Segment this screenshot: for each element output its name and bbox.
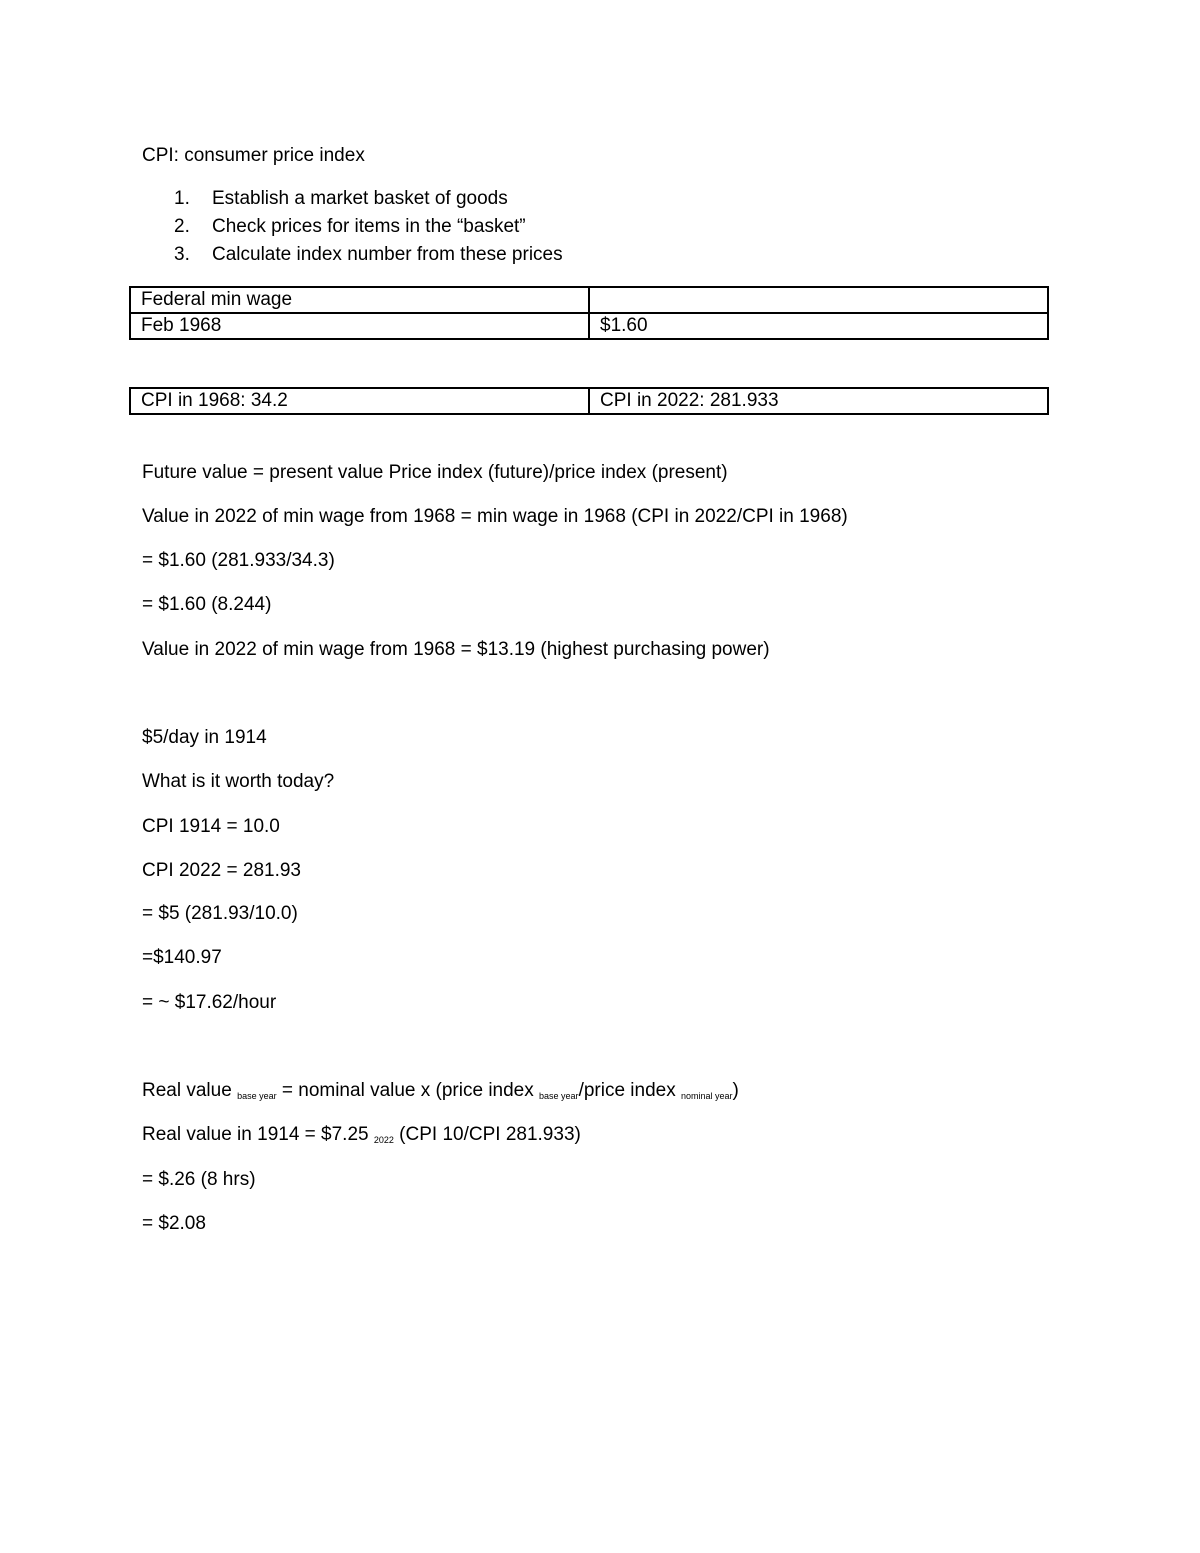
text-line: What is it worth today? (142, 771, 335, 792)
text-line: = $1.60 (8.244) (142, 594, 272, 615)
formula-text: = nominal value x (price index (276, 1080, 540, 1101)
text-line: = ~ $17.62/hour (142, 992, 277, 1013)
table-cell: Federal min wage (130, 287, 589, 313)
formula-text: Real value in 1914 = $7.25 (142, 1124, 374, 1145)
table-cell: CPI in 1968: 34.2 (130, 388, 589, 414)
formula-subscript: 2022 (373, 1135, 394, 1145)
list-text: Check prices for items in the “basket” (212, 216, 526, 237)
text-line: CPI 1914 = 10.0 (142, 816, 280, 837)
formula-subscript: base year (539, 1091, 579, 1101)
table-cell: CPI in 2022: 281.933 (589, 388, 1048, 414)
table-row (130, 287, 1048, 313)
real-value-line (142, 1123, 581, 1152)
formula-text: ) (732, 1080, 739, 1101)
cpi-table (129, 387, 1049, 415)
text-line: Future value = present value Price index (future)/price index (present) (142, 462, 728, 483)
wage-table (129, 286, 1049, 340)
table-cell (589, 287, 1048, 313)
list-number: 3. (174, 244, 190, 265)
table-cell: $1.60 (589, 313, 1048, 339)
formula-subscript: base year (237, 1091, 277, 1101)
table-cell: Feb 1968 (130, 313, 589, 339)
formula-subscript: nominal year (681, 1091, 733, 1101)
formula-text: Real value (142, 1080, 238, 1101)
text-line: CPI 2022 = 281.93 (142, 860, 301, 881)
table-row (130, 388, 1048, 414)
real-value-formula (142, 1079, 739, 1108)
formula-text: (CPI 10/CPI 281.933) (393, 1124, 581, 1145)
text-line: =$140.97 (142, 947, 222, 968)
list-text: Calculate index number from these prices (212, 244, 563, 265)
formula-text: /price index (578, 1080, 682, 1101)
text-line: = $2.08 (142, 1213, 206, 1234)
text-line: = $5 (281.93/10.0) (142, 903, 298, 924)
list-text: Establish a market basket of goods (212, 188, 508, 209)
text-line: = $1.60 (281.933/34.3) (142, 550, 335, 571)
doc-heading: CPI: consumer price index (142, 145, 365, 166)
text-line: = $.26 (8 hrs) (142, 1169, 256, 1190)
table-row (130, 313, 1048, 339)
list-number: 1. (174, 188, 190, 209)
text-line: Value in 2022 of min wage from 1968 = min wage in 1968 (CPI in 2022/CPI in 1968) (142, 506, 848, 527)
text-line: $5/day in 1914 (142, 727, 267, 748)
text-line: Value in 2022 of min wage from 1968 = $13.19 (highest purchasing power) (142, 639, 770, 660)
list-number: 2. (174, 216, 190, 237)
